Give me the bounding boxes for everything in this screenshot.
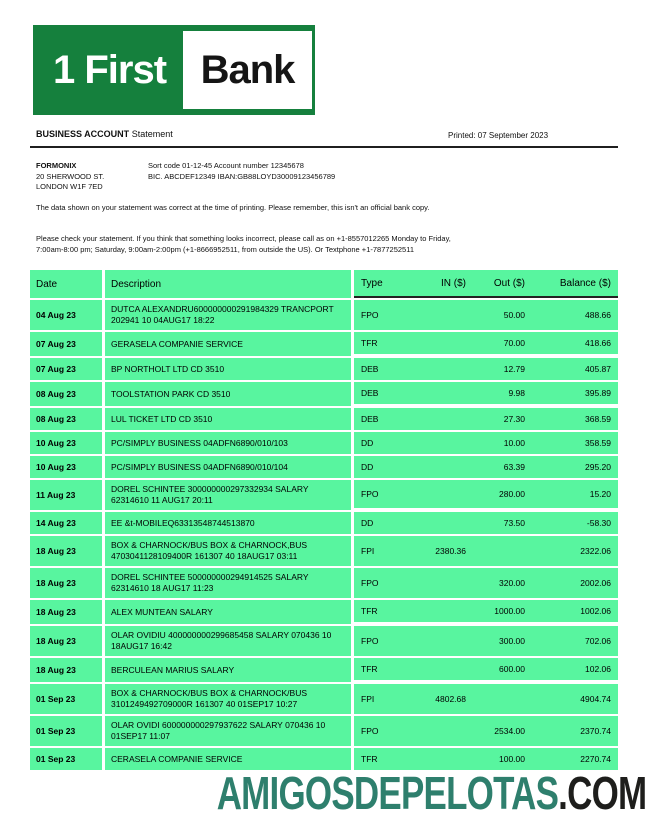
account-identifiers (148, 161, 335, 182)
table-row (30, 408, 618, 430)
transaction-out-amount: 12.79 (466, 358, 527, 380)
transaction-in-amount (420, 300, 466, 330)
statement-title-rest: Statement (129, 129, 173, 139)
transaction-out-amount: 70.00 (466, 332, 527, 354)
transaction-right-block (354, 600, 618, 624)
transaction-balance: 418.66 (527, 332, 618, 354)
transaction-right-block (354, 408, 618, 430)
transaction-in-amount (420, 408, 466, 430)
transaction-description: DUTCA ALEXANDRU600000000291984329 TRANCPORT 202941 10 04AUG17 18:22 (105, 300, 351, 330)
watermark-tld: .COM (557, 767, 646, 819)
statement-title-bold: BUSINESS ACCOUNT (36, 129, 130, 139)
transaction-type: FPO (354, 480, 420, 508)
transaction-date: 08 Aug 23 (30, 382, 102, 406)
transaction-description: BERCULEAN MARIUS SALARY (105, 658, 351, 682)
sort-code-account-number: Sort code 01-12-45 Account number 12345678 (148, 161, 304, 170)
table-row (30, 512, 618, 534)
table-row (30, 716, 618, 746)
transaction-right-block (354, 684, 618, 714)
transaction-out-amount: 320.00 (466, 568, 527, 598)
table-row (30, 658, 618, 682)
transaction-in-amount: 4802.68 (420, 684, 466, 714)
transaction-description: OLAR OVIDI 600000000297937622 SALARY 070436 10 01SEP17 11:07 (105, 716, 351, 746)
transaction-in-amount (420, 512, 466, 534)
transaction-out-amount: 63.39 (466, 456, 527, 478)
transaction-out-amount: 50.00 (466, 300, 527, 330)
transaction-type: DD (354, 456, 420, 478)
check-statement-notice: Please check your statement. If you think that something looks incorrect, please call as on +1-8557012265 Monday to Friday, 7:00am-8:00 pm; Saturday, 9:00am-2:00pm (+1-8666952511, from outside the US). Or Textphone +1-7877252511 (36, 234, 451, 254)
transaction-out-amount: 280.00 (466, 480, 527, 508)
bic-iban: BIC. ABCDEF12349 IBAN:GB88LOYD30009123456789 (148, 171, 336, 181)
transaction-right-block (354, 716, 618, 746)
transaction-in-amount: 2380.36 (420, 536, 466, 566)
transaction-date: 01 Sep 23 (30, 684, 102, 714)
transaction-right-block (354, 358, 618, 380)
transaction-type: DEB (354, 382, 420, 404)
transaction-description: LUL TICKET LTD CD 3510 (105, 408, 351, 430)
account-holder-name: FORMONIX (36, 161, 77, 170)
transaction-balance: 702.06 (527, 626, 618, 656)
transaction-balance: 1002.06 (527, 600, 618, 622)
transaction-in-amount (420, 358, 466, 380)
transaction-balance: 2322.06 (527, 536, 618, 566)
transaction-in-amount (420, 626, 466, 656)
table-row (30, 626, 618, 656)
transaction-balance: 405.87 (527, 358, 618, 380)
transaction-out-amount: 1000.00 (466, 600, 527, 622)
transaction-in-amount (420, 658, 466, 680)
table-row (30, 300, 618, 330)
transaction-description: BOX & CHARNOCK/BUS BOX & CHARNOCK,BUS 4703041128109400R 161307 40 18AUG17 03:11 (105, 536, 351, 566)
transaction-right-block (354, 432, 618, 454)
transaction-in-amount (420, 332, 466, 354)
transaction-out-amount: 2534.00 (466, 716, 527, 746)
transaction-type: TFR (354, 748, 420, 770)
transaction-description: EE &t-MOBILEQ63313548744513870 (105, 512, 351, 534)
transaction-out-amount: 9.98 (466, 382, 527, 404)
transaction-date: 10 Aug 23 (30, 432, 102, 454)
transaction-right-block (354, 658, 618, 682)
table-row (30, 456, 618, 478)
transaction-balance: 2370.74 (527, 716, 618, 746)
transaction-out-amount: 300.00 (466, 626, 527, 656)
transaction-description: PC/SIMPLY BUSINESS 04ADFN6890/010/104 (105, 456, 351, 478)
bank-logo-bank-text: Bank (200, 48, 295, 92)
table-header-row (30, 270, 618, 298)
transaction-description: PC/SIMPLY BUSINESS 04ADFN6890/010/103 (105, 432, 351, 454)
table-row (30, 332, 618, 356)
transaction-balance: 2002.06 (527, 568, 618, 598)
transaction-in-amount (420, 600, 466, 622)
table-row (30, 536, 618, 566)
transaction-date: 11 Aug 23 (30, 480, 102, 510)
table-row (30, 568, 618, 598)
table-row (30, 358, 618, 380)
transaction-type: TFR (354, 600, 420, 622)
transaction-right-block (354, 332, 618, 356)
transaction-date: 18 Aug 23 (30, 658, 102, 682)
transaction-date: 14 Aug 23 (30, 512, 102, 534)
transaction-date: 18 Aug 23 (30, 626, 102, 656)
transaction-out-amount: 73.50 (466, 512, 527, 534)
transaction-date: 18 Aug 23 (30, 600, 102, 624)
column-header-balance: Balance ($) (527, 270, 618, 296)
transaction-date: 10 Aug 23 (30, 456, 102, 478)
transaction-type: DEB (354, 358, 420, 380)
address-line-1: 20 SHERWOOD ST. (36, 171, 105, 181)
transaction-balance: 295.20 (527, 456, 618, 478)
printed-date: Printed: 07 September 2023 (448, 131, 549, 140)
transaction-balance: -58.30 (527, 512, 618, 534)
transaction-description: GERASELA COMPANIE SERVICE (105, 332, 351, 356)
transaction-type: DEB (354, 408, 420, 430)
transaction-date: 07 Aug 23 (30, 358, 102, 380)
header-divider (30, 146, 618, 148)
transaction-balance: 395.89 (527, 382, 618, 404)
transaction-in-amount (420, 456, 466, 478)
table-header-right-block (354, 270, 618, 298)
bank-logo-bank-box (183, 31, 312, 109)
table-row (30, 600, 618, 624)
transaction-balance: 358.59 (527, 432, 618, 454)
transaction-type: FPI (354, 536, 420, 566)
column-header-date: Date (30, 270, 102, 298)
table-row (30, 432, 618, 454)
transaction-type: DD (354, 512, 420, 534)
transaction-right-block (354, 626, 618, 656)
table-row (30, 684, 618, 714)
transaction-date: 18 Aug 23 (30, 536, 102, 566)
transaction-date: 01 Sep 23 (30, 716, 102, 746)
statement-note: The data shown on your statement was correct at the time of printing. Please remember, this isn't an official bank copy. (36, 203, 430, 212)
table-row (30, 382, 618, 406)
transaction-description: ALEX MUNTEAN SALARY (105, 600, 351, 624)
column-header-description: Description (105, 270, 351, 298)
transaction-description: BP NORTHOLT LTD CD 3510 (105, 358, 351, 380)
transaction-balance: 15.20 (527, 480, 618, 508)
transaction-type: FPO (354, 300, 420, 330)
transaction-date: 08 Aug 23 (30, 408, 102, 430)
transaction-in-amount (420, 716, 466, 746)
column-header-in: IN ($) (420, 270, 466, 296)
transaction-balance: 488.66 (527, 300, 618, 330)
transaction-in-amount (420, 382, 466, 404)
transaction-date: 01 Sep 23 (30, 748, 102, 770)
transaction-balance: 102.06 (527, 658, 618, 680)
table-row (30, 480, 618, 510)
transaction-out-amount (466, 684, 527, 714)
column-header-out: Out ($) (466, 270, 527, 296)
transaction-right-block (354, 300, 618, 330)
transaction-type: FPI (354, 684, 420, 714)
transaction-balance: 4904.74 (527, 684, 618, 714)
transaction-out-amount (466, 536, 527, 566)
transaction-type: TFR (354, 658, 420, 680)
transaction-type: FPO (354, 568, 420, 598)
transaction-right-block (354, 456, 618, 478)
transaction-type: DD (354, 432, 420, 454)
account-holder-address (36, 161, 104, 193)
transaction-right-block (354, 382, 618, 406)
transaction-right-block (354, 512, 618, 534)
transaction-balance: 368.59 (527, 408, 618, 430)
transaction-description: TOOLSTATION PARK CD 3510 (105, 382, 351, 406)
transaction-description: DOREL SCHINTEE 300000000297332934 SALARY 62314610 11 AUG17 20:11 (105, 480, 351, 510)
transaction-type: FPO (354, 716, 420, 746)
transactions-table (30, 270, 618, 772)
table-body (30, 300, 618, 770)
transaction-out-amount: 10.00 (466, 432, 527, 454)
transaction-in-amount (420, 480, 466, 508)
transaction-description: BOX & CHARNOCK/BUS BOX & CHARNOCK/BUS 3101249492709000R 161307 40 01SEP17 10:27 (105, 684, 351, 714)
transaction-type: TFR (354, 332, 420, 354)
address-line-2: LONDON W1F 7ED (36, 182, 103, 191)
transaction-out-amount: 27.30 (466, 408, 527, 430)
column-header-type: Type (354, 270, 420, 296)
transaction-out-amount: 600.00 (466, 658, 527, 680)
transaction-type: FPO (354, 626, 420, 656)
transaction-right-block (354, 480, 618, 510)
transaction-date: 07 Aug 23 (30, 332, 102, 356)
transaction-balance: 2270.74 (527, 748, 618, 770)
transaction-in-amount (420, 568, 466, 598)
bank-logo (33, 25, 315, 115)
transaction-date: 04 Aug 23 (30, 300, 102, 330)
transaction-date: 18 Aug 23 (30, 568, 102, 598)
site-watermark (216, 767, 646, 819)
transaction-description: CERASELA COMPANIE SERVICE (105, 748, 351, 770)
transaction-right-block (354, 568, 618, 598)
transaction-right-block (354, 536, 618, 566)
statement-title (36, 129, 173, 139)
bank-logo-first-text: 1 First (53, 48, 167, 92)
watermark-name: AMIGOSDEPELOTAS (216, 767, 558, 819)
transaction-out-amount: 100.00 (466, 748, 527, 770)
transaction-in-amount (420, 432, 466, 454)
transaction-description: DOREL SCHINTEE 500000000294914525 SALARY 62314610 18 AUG17 11:23 (105, 568, 351, 598)
transaction-description: OLAR OVIDIU 400000000299685458 SALARY 070436 10 18AUG17 16:42 (105, 626, 351, 656)
